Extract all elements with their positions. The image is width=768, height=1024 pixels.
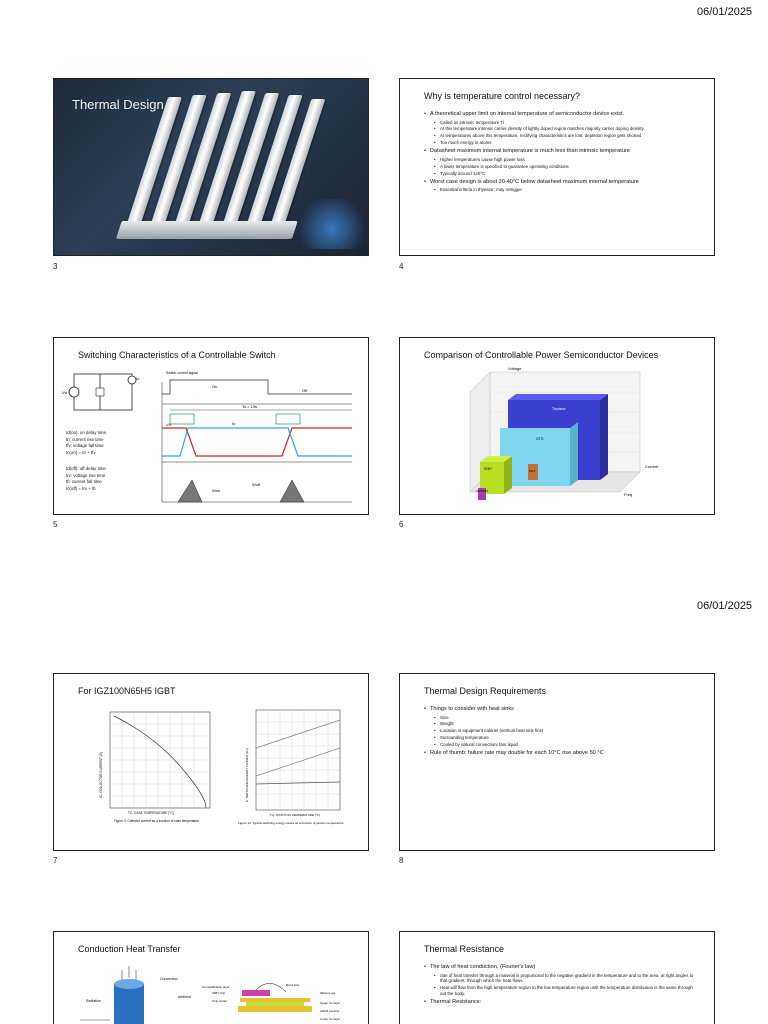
slide-title: Why is temperature control necessary? [424,91,581,101]
slide-title: For IGZ100N65H5 IGBT [78,686,176,696]
svg-text:Vd: Vd [62,390,67,395]
won-label: Won [212,488,221,493]
on-legend: td(on): on delay time tri: current rise time tfv: voltage fall time tc(on) = tri + tfv [66,430,107,455]
fig2-caption: Figure 14. Typical switching energy losses as a function of junction temperature [238,821,344,825]
fig1-caption: Figure 3. Collector current as a function of case temperature [114,819,200,823]
sub-bullet-item: • Cooled by natural convection/ fan/ liquid [434,742,694,748]
slide-thermal-design [53,78,369,256]
vd-label: Vd [166,422,171,427]
slide-number-4: 4 [399,262,404,271]
slide-number-8: 8 [399,856,404,865]
sub-bullet-item: • Location in equipment cabinet (vertical heat sink fins) [434,728,694,734]
slide-thermal-design-requirements [399,673,715,851]
convection-label: Convection [160,977,178,981]
switching-waveform-diagram [152,362,364,512]
slide-number-3: 3 [53,262,58,271]
page-date-1: 06/01/2025 [697,6,753,18]
radiation-label: Radiation [86,999,101,1003]
bar-label-gto: GTO [536,437,544,441]
sub-bullet-item: • Weight [434,721,694,727]
sub-bullet-item: • At temperatures above this temperature, rectifying characteristics are lost, depletion region gets shorted [434,133,694,139]
axis-label-freq: Freq [624,492,633,497]
sub-bullet-item: • Higher temperatures cause high power loss [434,157,694,163]
page-date-2: 06/01/2025 [697,600,753,612]
slide-device-comparison [399,337,715,515]
bullet-item: • Thermal Resistance: [424,999,694,1007]
collector-current-vs-case-temperature-graph [84,706,214,826]
bullet-item: • Rule of thumb: failure rate may double for each 10°C rise above 50 °C [424,750,694,758]
slide-title: Thermal Design Requirements [424,686,547,696]
sub-bullet-item: • At this temperature intrinsic carrier density of lightly doped region matches majority carrier doping density. [434,126,694,132]
axis-label-current: Current [645,464,659,469]
sub-bullet-item: • Essential criteria in thyristor; may retrigger [434,187,694,193]
slide-number-6: 6 [399,520,404,529]
chip-solder-label: Chip solder [212,999,228,1003]
bar-label-igbt: IGBT [484,467,493,471]
switch-signal-label: Switch control signal [166,371,198,375]
upper-cu-label: Upper Cu layer [320,1001,341,1005]
bullet-item: • A theoretical upper limit on internal temperature of semiconductor device exist. • Called as intrinsic temperature Ti • At this temperature intrinsic carrier density of lightly doped region matches majority carrier doping density. • At temperatures above this temperature, rectifying characteristics are lost, depletion region gets shorted • Too much energy in atoms [424,111,694,146]
slide-title: Thermal Resistance [424,944,505,954]
slide-title: Comparison of Controllable Power Semiconductor Devices [424,350,659,360]
sub-bullet-item: • A lower temperature is specified to guarantee operating conditions [434,164,694,170]
bullet-item: • Worst case design is about 20-40°C below datasheet maximum internal temperature • Essential criteria in thyristor; may retrigger [424,179,694,193]
slide-igbt-datasheet [53,673,369,851]
slide-temperature-control [399,78,715,256]
io-label: Io [232,421,236,426]
igbt-chip-label: IGBT chip [212,991,226,995]
sub-bullet-item: • Typically around 120°C [434,171,694,177]
bullet-item: • The law of heat conduction, (Fourier's law) • rate of heat transfer through a material is proportional to the negative gradient in the temperature and to the area, at right angles to that gradient, through which the heat flows. • Heat will flow from the high temperature region to the low temperature region until the temperature distribution is the same through out the body. [424,964,694,997]
heat-transfer-diagram [60,962,360,1024]
sub-bullet-item: • Surrounding temperature [434,735,694,741]
silicone-gel-label: Silicone gel [320,991,336,995]
ambient-label: Ambient [178,995,191,999]
sub-bullet-item: • Heat will flow from the high temperature region to the low temperature region until the temperature distribution is the same through out the body. [434,985,694,997]
on-label: On [212,384,218,389]
off-legend: td(off): off delay time trv: voltage rise time tfi: current fall time tc(off) = trv + tfi [66,466,106,491]
switching-energy-vs-junction-temperature-graph [234,704,344,842]
slide-conduction-heat-transfer [53,931,369,1024]
sub-bullet-item: • Too much energy in atoms [434,140,694,146]
slide-thermal-resistance [399,931,715,1024]
fig1-xlabel: TC, CASE TEMPERATURE [°C] [128,811,174,815]
circuit-board-lights [284,199,364,249]
bullet-list [424,111,694,195]
bullet-list [424,964,694,1009]
woff-label: Woff [252,482,261,487]
sub-bullet-item: • Called as intrinsic temperature Ti [434,120,694,126]
lower-cu-label: Lower Cu layer [320,1017,341,1021]
bullet-list [424,706,694,760]
fig2-ylabel: E, SWITCHING ENERGY LOSSES [mJ] [245,748,249,802]
bar-label-mosfet: MOSFET [476,489,489,493]
bond-wire-label: Bond wire [286,983,300,987]
period-label: Ts = 1/fs [242,404,258,409]
bar-label-mct: MCT [529,469,536,473]
al-metallization-label: Al metallization layer [202,985,230,989]
bar-label-thyristor: Thyristor [552,407,566,411]
fig1-ylabel: IC, COLLECTOR CURRENT [A] [99,752,103,798]
slide-number-5: 5 [53,520,58,529]
sub-bullet-item: • rate of heat transfer through a material is proportional to the negative gradient in the temperature and to the area, at right angles to that gradient, through which the heat flows. [434,973,694,985]
sub-bullet-item: • Size [434,715,694,721]
slide-title: Switching Characteristics of a Controllable Switch [78,350,276,360]
switch-circuit-diagram [60,366,142,422]
slide-switching-characteristics [53,337,369,515]
al2o3-label: Al2O3 ceramic [320,1009,340,1013]
bullet-item: • Things to consider with heat sinks • Size • Weight • Location in equipment cabinet (vertical heat sink fins) • Surrounding temperature • Cooled by natural convection/ fan/ liquid [424,706,694,748]
slide-title: Thermal Design [72,97,164,112]
svg-text:Io: Io [136,376,140,381]
slide-number-7: 7 [53,856,58,865]
bullet-item: • Datasheet maximum internal temperature is much less than intrinsic temperature • Higher temperatures cause high power loss • A lower temperature is specified to guarantee operating conditions • Typically around 120°C [424,148,694,176]
slide-title: Conduction Heat Transfer [78,944,181,954]
off-label: Off [302,388,308,393]
axis-label-voltage: Voltage [508,366,522,371]
fig2-xlabel: Tvj, JUNCTION TEMPERATURE [°C] [270,813,320,817]
device-comparison-3d-chart [440,362,680,512]
